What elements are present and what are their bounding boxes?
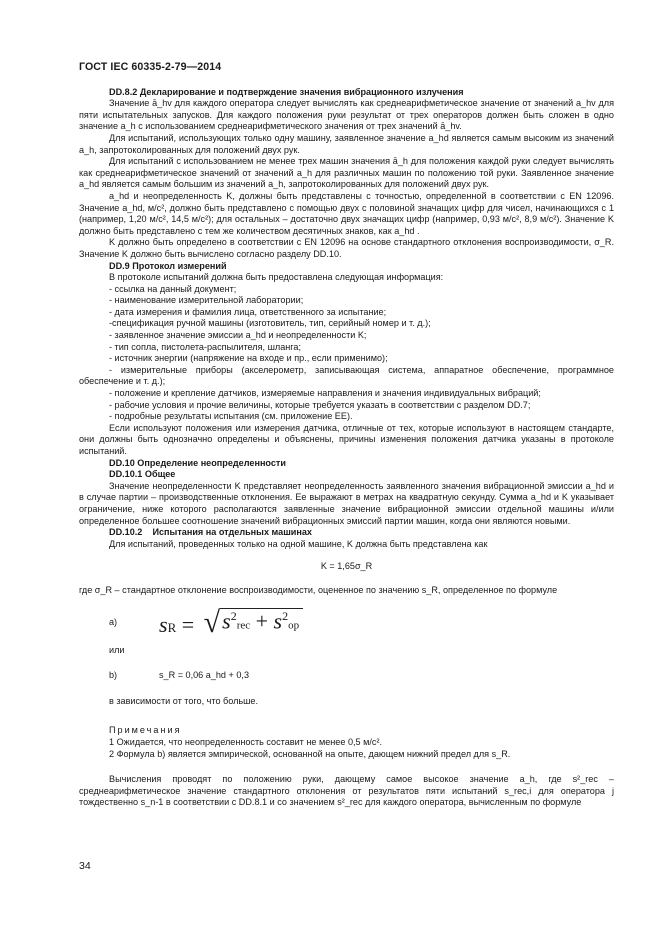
document-header: ГОСТ IEC 60335-2-79—2014	[79, 61, 222, 73]
list-item: - измерительные приборы (акселерометр, записывающая система, аппаратное обеспечение, программное обеспечение и т. д.);	[79, 364, 614, 387]
notes-block	[79, 725, 614, 760]
formula-a-sub2: op	[288, 618, 300, 631]
formula-b-label: b)	[109, 670, 118, 681]
formula-a-row	[79, 603, 614, 643]
section-dd82-title: DD.8.2 Декларирование и подтверждение значения вибрационного излучения	[109, 86, 464, 97]
formula-a-sup1: 2	[230, 608, 237, 623]
paragraph-12: Вычисления проводят по положению руки, дающему самое высокое значение a_h, где s²_rec – среднеарифметическое значение стандартного отклонения от результатов пяти испытаний s_rec,i для оператора j тождественно s_n-1 в соответствии с DD.8.1 и со значением s²_rec для каждого оператора, вычисленным по формуле	[79, 774, 614, 808]
note-1: 1 Ожидается, что неопределенность составит не менее 0,5 м/с².	[109, 736, 382, 747]
formula-a-s1: s	[222, 607, 231, 633]
paragraph-8: Значение неопределенности K представляет неопределенность заявленного значения вибрационной эмиссии a_hd и в случае партии – производственные отклонения. Ее выражают в метрах на квадратную секунду. Сумма a_hd и K указывает ограничение, ниже которого располагаются заявленные значение вибрационной эмиссии отдельной машины и/или определенное большее соотношение значений вибрационных эмиссий партии машин, когда они являются новыми.	[79, 480, 614, 526]
paragraph-5: K должно быть определено в соответствии с EN 12096 на основе стандартного отклонения воспроизводимости, σ_R. Значение K должно быть вычислено согласно разделу DD.10.	[79, 237, 614, 259]
info-list	[79, 284, 614, 423]
paragraph-11: в зависимости от того, что больше.	[109, 695, 259, 706]
section-dd102-title: DD.10.2 Испытания на отдельных машинах	[109, 527, 312, 538]
list-item: -спецификация ручной машины (изготовитель, тип, серийный номер и т. д.);	[109, 318, 431, 329]
paragraph-1: Значение ā_hv для каждого оператора следует вычислять как среднеарифметическое значение от значений a_hv для пяти испытательных запусков. Для каждого положения руки результат от трех операторов должен быть сложен в одно значение a_h с использованием среднеарифметического значения от трех значений ā_hv.	[79, 98, 614, 132]
formula-b-row	[79, 670, 614, 682]
paragraph-10: где σ_R – стандартное отклонение воспроизводимости, оцененное по значению s_R, определенное по формуле	[79, 584, 558, 595]
formula-a: sR = √ $s^2rec + s^2op$	[159, 608, 303, 638]
formula-a-s2: s	[273, 607, 283, 633]
list-item: - ссылка на данный документ;	[109, 283, 237, 294]
note-2: 2 Формула b) является эмпирической, основанной на опыте, дающем нижний предел для s_R.	[109, 748, 511, 759]
formula-b: s_R = 0,06 a_hd + 0,3	[159, 670, 249, 681]
paragraph-4: a_hd и неопределенность K, должны быть представлены с точностью, определенной в соответствии с EN 12096. Значение a_hd, м/с², должно быть представлено с помощью двух с половиной значащих цифр для чисел, начинающихся с 1 (например, 1,20 м/с², 14,5 м/с²); для остальных – достаточно двух значащих цифр (например, 0,93 м/с², 8,9 м/с²). Значение K должно быть представлено с тем же количеством десятичных знаков, как a_hd .	[79, 190, 614, 236]
list-item: - тип сопла, пистолета-распылителя, шланга;	[109, 341, 301, 352]
list-item: - источник энергии (напряжение на входе и пр., если применимо);	[109, 353, 388, 364]
section-dd9-title: DD.9 Протокол измерений	[109, 260, 227, 271]
list-item: - рабочие условия и прочие величины, которые требуется указать в соответствии с разделом DD.7;	[109, 399, 531, 410]
list-item: - подробные результаты испытания (см. приложение EE).	[109, 411, 353, 422]
paragraph-2: Для испытаний, использующих только одну машину, заявленное значение a_hd является самым высоким из значений a_h, запротоколированных для положений двух рук.	[79, 132, 614, 155]
notes-title: Примечания	[109, 725, 182, 736]
paragraph-7: Если используют положения или измерения датчика, отличные от тех, которые используют в настоящем стандарте, они должны быть однозначно определены и объяснены, причины изменения положения датчика указаны в протоколе испытаний.	[79, 422, 614, 456]
or-text: или	[109, 644, 125, 655]
list-item: - наименование измерительной лаборатории;	[109, 295, 304, 306]
formula-a-label: a)	[109, 616, 118, 627]
section-dd10-title: DD.10 Определение неопределенности	[109, 457, 286, 468]
document-page	[79, 62, 614, 809]
formula-a-lhs-sub: R	[167, 619, 177, 635]
square-root-content: $s^2rec + s^2op$	[220, 608, 303, 638]
formula-a-sup2: 2	[282, 608, 289, 623]
formula-a-lhs: s	[159, 611, 168, 637]
paragraph-9: Для испытаний, проведенных только на одной машине, K должна быть представлена как	[109, 538, 488, 549]
list-item: - дата измерения и фамилия лица, ответственного за испытание;	[109, 306, 387, 317]
paragraph-6: В протоколе испытаний должна быть предоставлена следующая информация:	[109, 272, 444, 283]
list-item: - положение и крепление датчиков, измеряемые направления и значения индивидуальных вибраций;	[109, 388, 541, 399]
formula-k: K = 1,65σ_R	[320, 561, 373, 572]
page-number: 34	[79, 860, 91, 872]
square-root: √ $s^2rec + s^2op$	[204, 608, 303, 638]
list-item: - заявленное значение эмиссии a_hd и неопределенности K;	[109, 330, 367, 341]
formula-a-sub1: rec	[236, 618, 251, 631]
section-dd101-title: DD.10.1 Общее	[109, 469, 176, 480]
paragraph-3: Для испытаний с использованием не менее трех машин значения ā_h для положения каждой руки следует вычислять как среднеарифметическое значений от значений a_h для различных машин по положению той руки. Заявленное значение a_hd является самым большим из значений a_h, запротоколированных для положений двух рук.	[79, 156, 614, 190]
